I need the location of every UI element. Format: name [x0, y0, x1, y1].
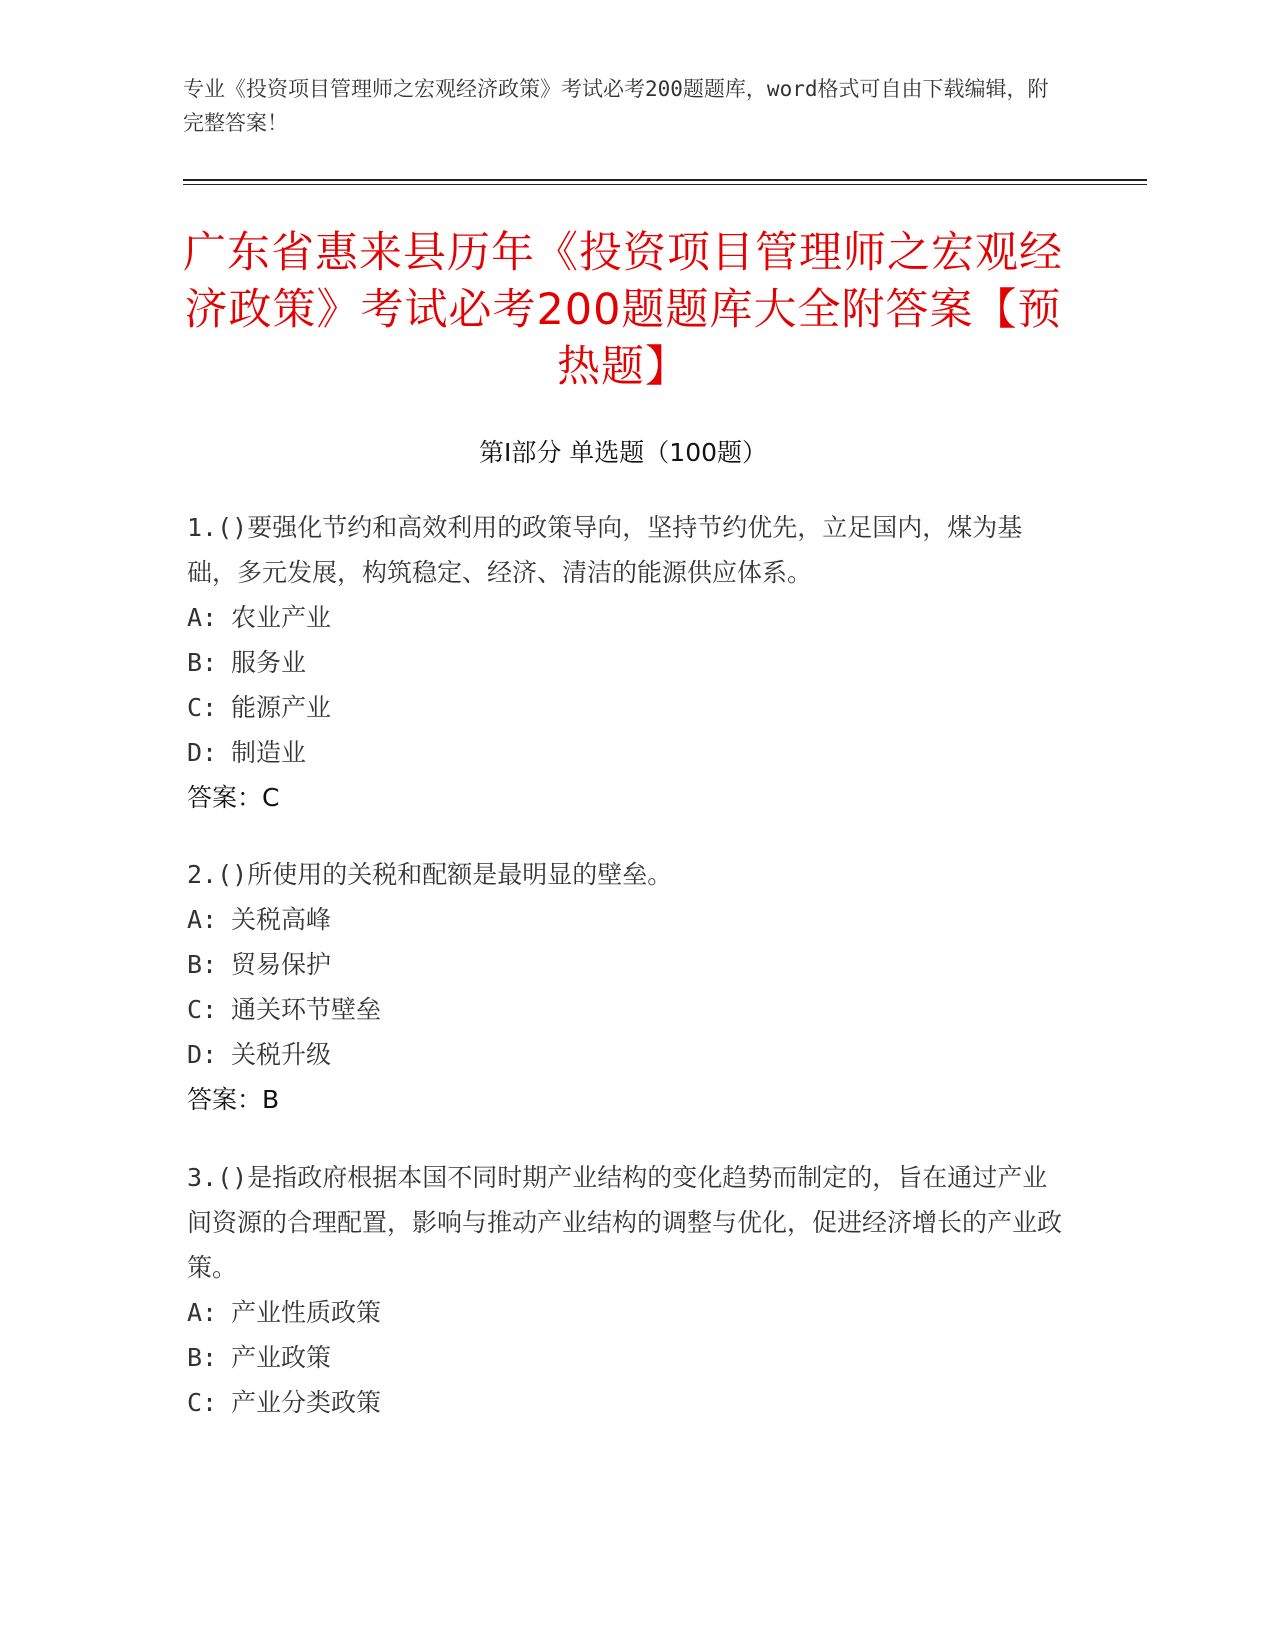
answer-line: 答案：C — [187, 783, 280, 812]
header-note: 专业《投资项目管理师之宏观经济政策》考试必考200题题库，word格式可自由下载编辑，附完整答案！ — [183, 77, 1049, 135]
header-divider-thin — [183, 184, 1147, 185]
option-text: 农业产业 — [231, 603, 332, 632]
answer-line: 答案：B — [187, 1085, 280, 1114]
option-text: 关税升级 — [231, 1040, 332, 1069]
option-key: A: — [187, 1298, 218, 1327]
option-text: 通关环节壁垒 — [231, 995, 382, 1024]
option-text: 产业政策 — [231, 1343, 332, 1372]
option-text: 产业分类政策 — [231, 1388, 382, 1417]
option-key: D: — [187, 1040, 218, 1069]
question-block — [187, 505, 1063, 820]
option-key: C: — [187, 693, 218, 722]
option-c — [187, 987, 1063, 1032]
option-key: B: — [187, 648, 218, 677]
question-stem: 1.()要强化节约和高效利用的政策导向，坚持节约优先，立足国内，煤为基础，多元发展，构筑稳定、经济、清洁的能源供应体系。 — [187, 513, 1023, 587]
option-text: 服务业 — [231, 648, 307, 677]
option-text: 产业性质政策 — [231, 1298, 382, 1327]
option-b — [187, 942, 1063, 987]
option-text: 制造业 — [231, 738, 307, 767]
option-b — [187, 640, 1063, 685]
option-d — [187, 730, 1063, 775]
option-key: B: — [187, 950, 218, 979]
option-key: B: — [187, 1343, 218, 1372]
option-c — [187, 1380, 1063, 1425]
option-key: D: — [187, 738, 218, 767]
question-block — [187, 852, 1063, 1122]
option-b — [187, 1335, 1063, 1380]
option-key: A: — [187, 905, 218, 934]
document-title: 广东省惠来县历年《投资项目管理师之宏观经济政策》考试必考200题题库大全附答案【预热题】 — [183, 228, 1063, 392]
option-a — [187, 897, 1063, 942]
section-title: 第I部分 单选题（100题） — [478, 438, 768, 467]
option-a — [187, 1290, 1063, 1335]
option-a — [187, 595, 1063, 640]
header-divider-thick — [183, 179, 1147, 181]
option-key: C: — [187, 995, 218, 1024]
question-stem: 2.()所使用的关税和配额是最明显的壁垒。 — [187, 860, 673, 889]
option-key: A: — [187, 603, 218, 632]
option-c — [187, 685, 1063, 730]
option-d — [187, 1032, 1063, 1077]
option-text: 关税高峰 — [231, 905, 332, 934]
option-key: C: — [187, 1388, 218, 1417]
option-text: 能源产业 — [231, 693, 332, 722]
option-text: 贸易保护 — [231, 950, 332, 979]
question-stem: 3.()是指政府根据本国不同时期产业结构的变化趋势而制定的，旨在通过产业间资源的合理配置，影响与推动产业结构的调整与优化，促进经济增长的产业政策。 — [187, 1163, 1063, 1282]
question-block — [187, 1155, 1063, 1425]
